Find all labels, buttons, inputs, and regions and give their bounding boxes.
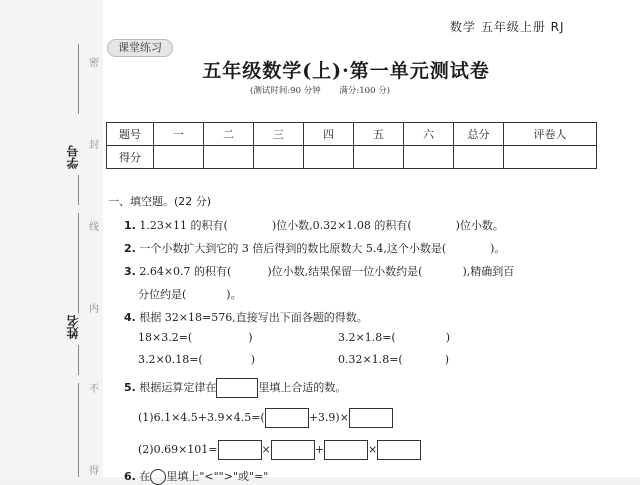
- full-score: 满分:100 分): [339, 86, 391, 96]
- answer-box[interactable]: [265, 408, 309, 428]
- table-cell: 题号: [107, 123, 154, 146]
- exam-time: (测试时间:90 分钟: [250, 86, 321, 96]
- question-text: 1.23×11 的积有(: [139, 219, 228, 232]
- question-text: ),精确到百: [462, 265, 515, 278]
- question-text: 里填上合适的数。: [258, 381, 347, 394]
- operator: +: [314, 443, 324, 456]
- answer-box[interactable]: [218, 440, 262, 460]
- table-cell: 评卷人: [504, 123, 597, 146]
- seal-char: 内: [89, 304, 99, 315]
- table-cell: 六: [404, 123, 454, 146]
- question-text: 在: [139, 470, 151, 483]
- answer-box[interactable]: [216, 378, 258, 398]
- question-text: 根据 32×18=576,直接写出下面各题的得数。: [139, 311, 368, 324]
- binding-margin: [0, 0, 103, 477]
- question-number: 1.: [124, 219, 136, 232]
- score-input-cell[interactable]: [354, 146, 404, 169]
- expression: 3.2×0.18=(: [138, 353, 203, 366]
- margin-line: [78, 44, 79, 114]
- q5-part-1: [138, 408, 393, 428]
- score-input-cell[interactable]: [304, 146, 354, 169]
- table-cell: 得分: [107, 146, 154, 169]
- question-text: 里填上"<"">"或"=": [166, 470, 269, 483]
- seal-char: 线: [89, 222, 99, 233]
- score-input-cell[interactable]: [504, 146, 597, 169]
- seal-char: 得: [89, 466, 99, 477]
- expression: ): [444, 353, 450, 366]
- question-number: 5.: [124, 381, 136, 394]
- question-number: 6.: [124, 470, 136, 483]
- q4-item: [338, 331, 450, 344]
- seal-char: 不: [89, 384, 99, 395]
- margin-line: [78, 175, 79, 205]
- name-label: 姓名: [66, 315, 80, 339]
- compare-circle[interactable]: [150, 469, 166, 485]
- question-text: )位小数,结果保留一位小数约是(: [267, 265, 423, 278]
- question-text: )。: [490, 242, 506, 255]
- expression: ): [445, 331, 451, 344]
- question-5: [124, 378, 346, 398]
- table-header-row: [107, 123, 597, 146]
- q4-item: [138, 353, 255, 366]
- question-number: 2.: [124, 242, 136, 255]
- question-text: 根据运算定律在: [139, 381, 217, 394]
- question-3: [124, 263, 514, 279]
- score-table: [106, 122, 597, 169]
- question-text: 分位约是(: [138, 288, 187, 301]
- question-number: 4.: [124, 311, 136, 324]
- question-1: [124, 217, 504, 233]
- expression: +3.9)×: [308, 411, 349, 424]
- score-input-cell[interactable]: [204, 146, 254, 169]
- seal-char: 密: [89, 58, 99, 69]
- expression: 18×3.2=(: [138, 331, 193, 344]
- question-text: )位小数,0.32×1.08 的积有(: [271, 219, 412, 232]
- margin-line: [78, 383, 79, 477]
- expression: 0.32×1.8=(: [338, 353, 403, 366]
- expression: 3.2×1.8=(: [338, 331, 396, 344]
- expression: (1)6.1×4.5+3.9×4.5=(: [138, 411, 265, 424]
- operator: ×: [261, 443, 271, 456]
- score-input-cell[interactable]: [254, 146, 304, 169]
- table-cell: 四: [304, 123, 354, 146]
- table-cell: 二: [204, 123, 254, 146]
- question-4: [124, 309, 368, 325]
- table-score-row: [107, 146, 597, 169]
- subject-line: 数学 五年级上册 RJ: [450, 20, 565, 34]
- question-3-cont: [138, 286, 242, 302]
- question-text: )位小数。: [455, 219, 504, 232]
- question-2: [124, 240, 505, 256]
- table-cell: 三: [254, 123, 304, 146]
- table-cell: 五: [354, 123, 404, 146]
- q4-item: [338, 353, 449, 366]
- expression: (2)0.69×101=: [138, 443, 218, 456]
- page-title: 五年级数学(上)·第一单元测试卷: [202, 60, 490, 82]
- expression: ): [248, 331, 253, 344]
- q5-part-2: [138, 440, 421, 460]
- table-cell: 总分: [454, 123, 504, 146]
- expression: ): [250, 353, 256, 366]
- question-text: 2.64×0.7 的积有(: [139, 265, 232, 278]
- margin-line: [78, 345, 79, 375]
- question-text: )。: [226, 288, 242, 301]
- answer-box[interactable]: [324, 440, 368, 460]
- answer-box[interactable]: [271, 440, 315, 460]
- student-id-label: 学号: [66, 145, 80, 169]
- q4-item: [138, 331, 253, 344]
- operator: ×: [367, 443, 378, 456]
- practice-badge: 课堂练习: [107, 39, 173, 57]
- score-input-cell[interactable]: [404, 146, 454, 169]
- answer-box[interactable]: [349, 408, 393, 428]
- score-input-cell[interactable]: [154, 146, 204, 169]
- exam-info: [250, 84, 406, 96]
- seal-char: 封: [89, 140, 99, 151]
- score-input-cell[interactable]: [454, 146, 504, 169]
- question-text: 一个小数扩大到它的 3 倍后得到的数比原数大 5.4,这个小数是(: [139, 242, 447, 255]
- margin-line: [78, 213, 79, 313]
- section-title: 一、填空题。(22 分): [108, 195, 212, 208]
- question-number: 3.: [124, 265, 136, 278]
- answer-box[interactable]: [377, 440, 421, 460]
- table-cell: 一: [154, 123, 204, 146]
